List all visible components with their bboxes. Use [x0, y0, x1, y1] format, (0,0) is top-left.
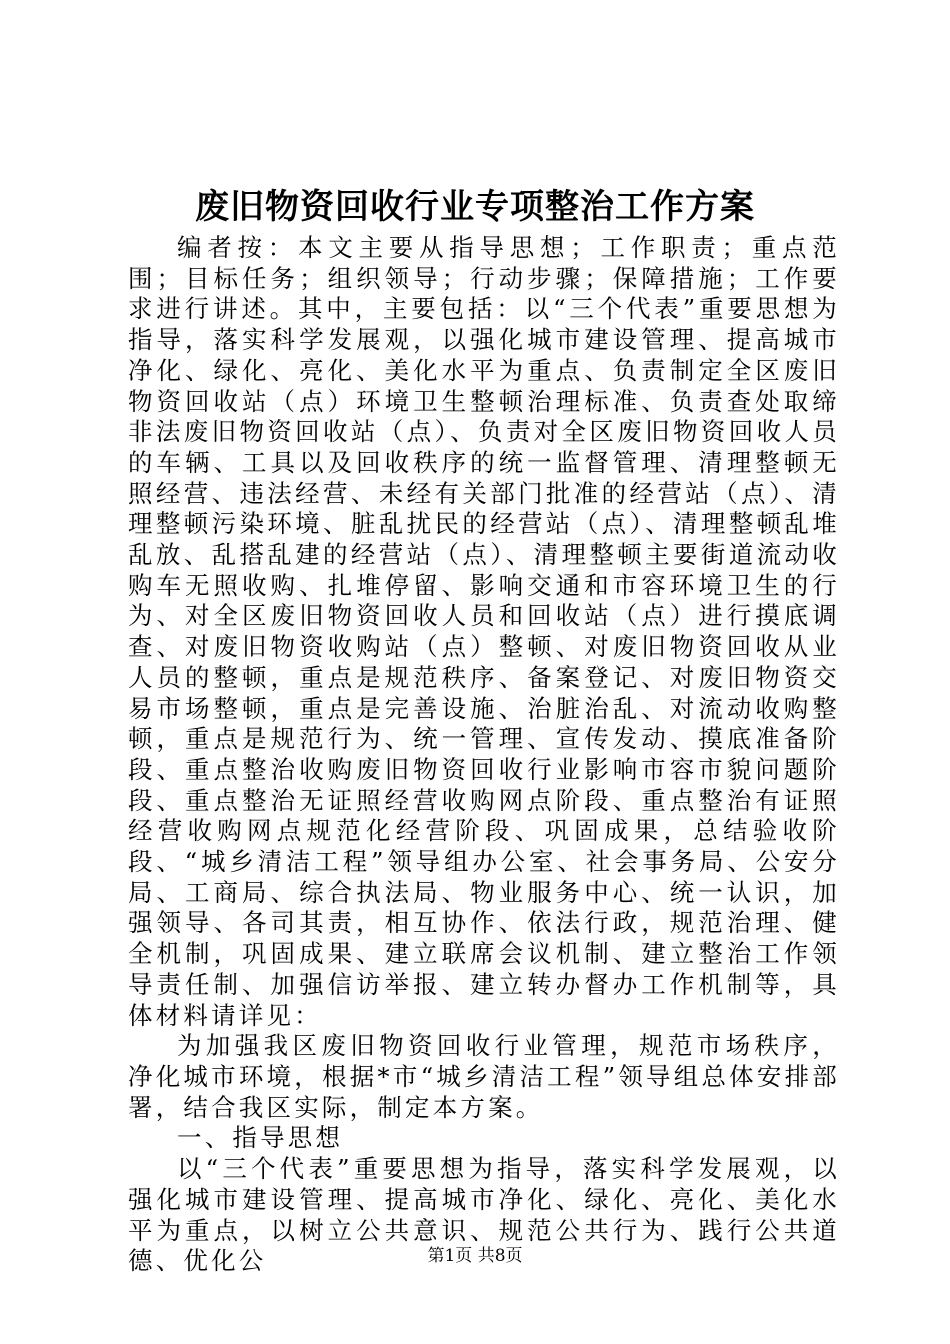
document-title: 废旧物资回收行业专项整治工作方案 [195, 187, 755, 227]
section-heading-guiding-ideology: 一、指导思想 [177, 1123, 344, 1153]
editor-note-paragraph: 编者按：本文主要从指导思想；工作职责；重点范围；目标任务；组织领导；行动步骤；保障措施；工作要求进行讲述。其中，主要包括：以“三个代表”重要思想为指导，落实科学发展观，以强化城市建设管理、提高城市净化、绿化、亮化、美化水平为重点、负责制定全区废旧物资回收站（点）环境卫生整顿治理标准、负责查处取缔非法废旧物资回收站（点）、负责对全区废旧物资回收人员的车辆、工具以及回收秩序的统一监督管理、清理整顿无照经营、违法经营、未经有关部门批准的经营站（点）、清理整顿污染环境、脏乱扰民的经营站（点）、清理整顿乱堆乱放、乱搭乱建的经营站（点）、清理整顿主要街道流动收购车无照收购、扎堆停留、影响交通和市容环境卫生的行为、对全区废旧物资回收人员和回收站（点）进行摸底调查、对废旧物资收购站（点）整顿、对废旧物资回收从业人员的整顿，重点是规范秩序、备案登记、对废旧物资交易市场整顿，重点是完善设施、治脏治乱、对流动收购整顿，重点是规范行为、统一管理、宣传发动、摸底准备阶段、重点整治收购废旧物资回收行业影响市容市貌问题阶段、重点整治无证照经营收购网点阶段、重点整治有证照经营收购网点规范化经营阶段、巩固成果，总结验收阶段、“城乡清洁工程”领导组办公室、社会事务局、公安分局、工商局、综合执法局、物业服务中心、统一认识，加强领导、各司其责，相互协作、依法行政，规范治理、健全机制，巩固成果、建立联席会议机制、建立整治工作领导责任制、加强信访举报、建立转办督办工作机制等，具体材料请详见： [128, 233, 840, 1030]
document-body [128, 233, 840, 1277]
intro-paragraph: 为加强我区废旧物资回收行业管理，规范市场秩序，净化城市环境，根据*市“城乡清洁工程”领导组总体安排部署，结合我区实际，制定本方案。 [128, 1031, 840, 1122]
section-paragraph-guiding-ideology: 以“三个代表”重要思想为指导，落实科学发展观，以强化城市建设管理、提高城市净化、绿化、亮化、美化水平为重点，以树立公共意识、规范公共行为、践行公共道德、优化公 [128, 1154, 840, 1276]
page-footer: 第1页 共8页 [427, 1246, 523, 1266]
